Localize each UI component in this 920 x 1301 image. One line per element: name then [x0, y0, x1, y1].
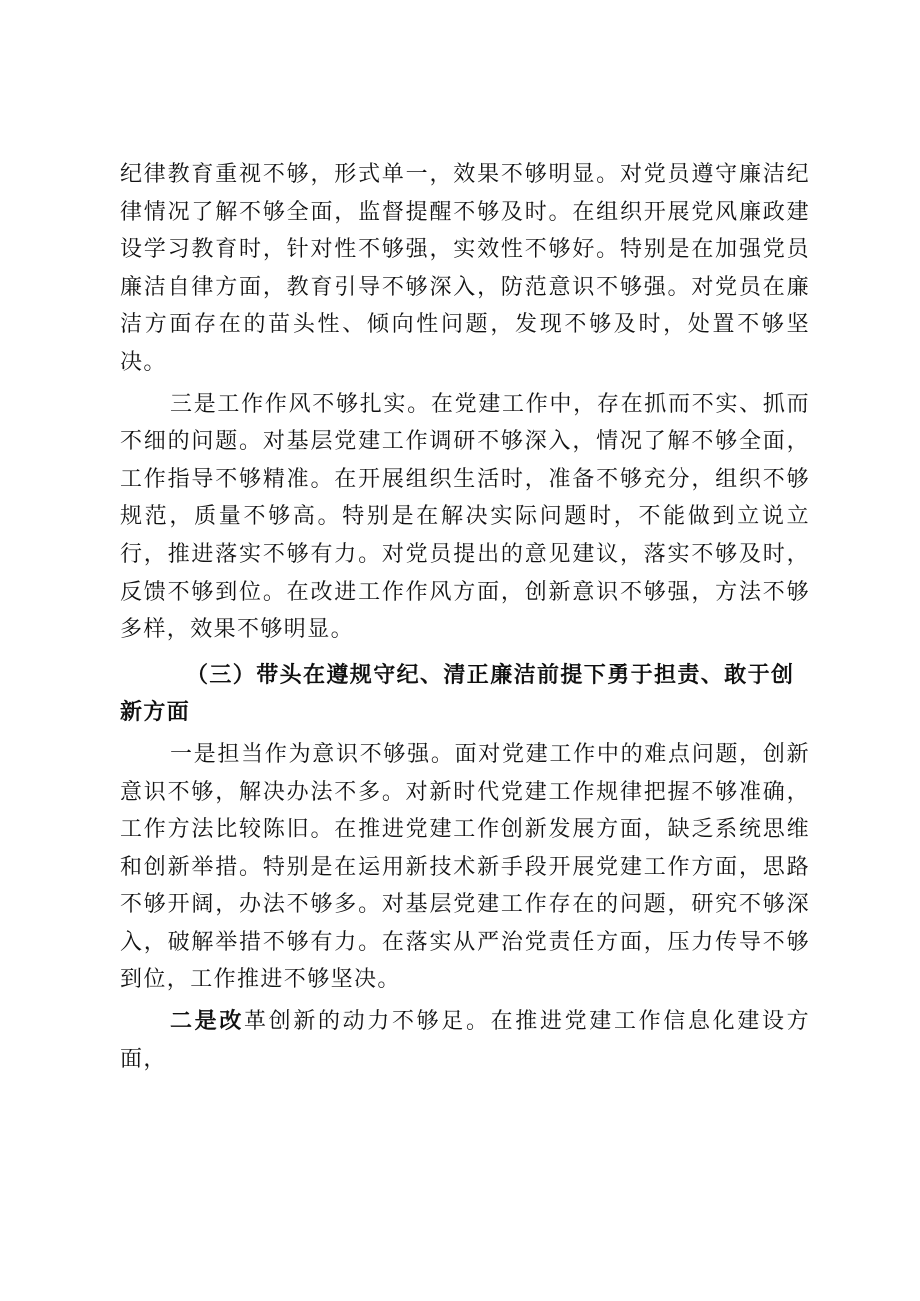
paragraph-work-style: 三是工作作风不够扎实。在党建工作中，存在抓而不实、抓而不细的问题。对基层党建工作调研不够深入，情况了解不够全面，工作指导不够精准。在开展组织生活时，准备不够充分，组织不够规范，质量不够高。特别是在解决实际问题时，不能做到立说立行，推进落实不够有力。对党员提出的意见建议，落实不够及时，反馈不够到位。在改进工作作风方面，创新意识不够强，方法不够多样，效果不够明显。: [120, 391, 810, 643]
document-page: [120, 156, 810, 1078]
paragraph-responsibility: 一是担当作为意识不够强。面对党建工作中的难点问题，创新意识不够，解决办法不多。对新时代党建工作规律把握不够准确，工作方法比较陈旧。在推进党建工作创新发展方面，缺乏系统思维和创新举措。特别是在运用新技术新手段开展党建工作方面，思路不够开阔，办法不够多。对基层党建工作存在的问题，研究不够深入，破解举措不够有力。在落实从严治党责任方面，压力传导不够到位，工作推进不够坚决。: [120, 741, 810, 993]
paragraph-innovation-text: 革创新的动力不够足。在推进党建工作信息化建设方面，: [120, 1009, 811, 1072]
section-heading-3: （三）带头在遵规守纪、清正廉洁前提下勇于担责、敢于创新方面: [120, 661, 795, 726]
paragraph-lead-bold: 二是改: [170, 1008, 244, 1035]
paragraph-discipline-education: 纪律教育重视不够，形式单一，效果不够明显。对党员遵守廉洁纪律情况了解不够全面，监督提醒不够及时。在组织开展党风廉政建设学习教育时，针对性不够强，实效性不够好。特别是在加强党员廉洁自律方面，教育引导不够深入，防范意识不够强。对党员在廉洁方面存在的苗头性、倾向性问题，发现不够及时，处置不够坚决。: [120, 162, 810, 375]
paragraph-innovation: [120, 1003, 810, 1078]
